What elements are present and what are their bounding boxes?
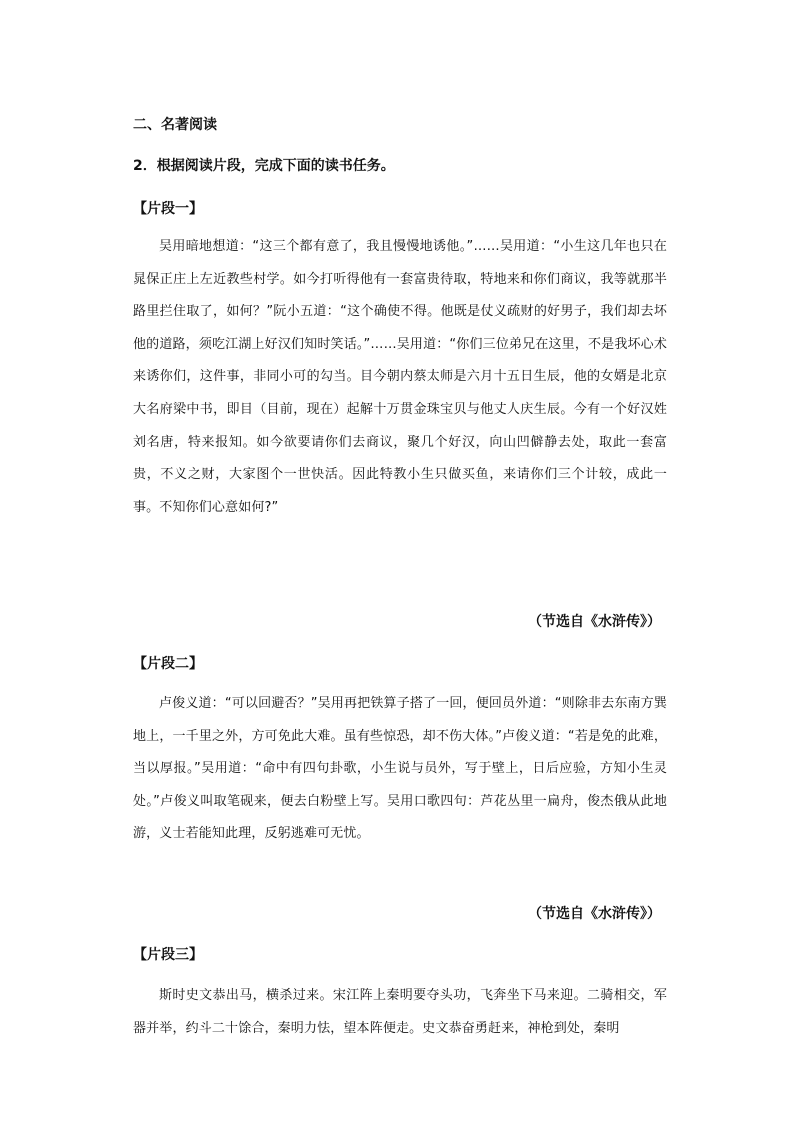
passage-2-source: （节选自《水浒传》）: [528, 906, 661, 922]
question-text: 2．根据阅读片段，完成下面的读书任务。: [133, 158, 395, 174]
section-title: 二、名著阅读: [133, 117, 217, 133]
passage-1-label: 【片段一】: [133, 201, 203, 217]
passage-3-label: 【片段三】: [133, 947, 203, 963]
passage-3-text: 斯时史文恭出马，横杀过来。宋江阵上秦明要夺头功，飞奔坐下马来迎。二骑相交，军器并举，约斗二十馀合，秦明力怯，望本阵便走。史文恭奋勇赶来，神枪到处，秦明: [133, 988, 667, 1036]
passage-2-label: 【片段二】: [133, 656, 203, 672]
passage-1-source: （节选自《水浒传》）: [528, 614, 661, 630]
passage-1-text: 吴用暗地想道：“这三个都有意了，我且慢慢地诱他。”……吴用道：“小生这几年也只在晁保正庄上左近教些村学。如今打听得他有一套富贵待取，特地来和你们商议，我等就那半路里拦住取了，如何？”阮小五道：“这个确使不得。他既是仗义疏财的好男子，我们却去坏他的道路，须吃江湖上好汉们知时笑话。”……吴用道：“你们三位弟兄在这里，不是我坏心术来诱你们，这件事，非同小可的勾当。目今朝内蔡太师是六月十五日生辰，他的女婿是北京大名府梁中书，即目（目前，现在）起解十万贯金珠宝贝与他丈人庆生辰。今有一个好汉姓刘名唐，特来报知。如今欲要请你们去商议，聚几个好汉，向山凹僻静去处，取此一套富贵，不义之财，大家图个一世快活。因此特教小生只做买鱼，来请你们三个计较，成此一事。不知你们心意如何?”: [133, 239, 667, 515]
passage-2-text: 卢俊义道：“可以回避否？”吴用再把铁算子搭了一回，便回员外道：“则除非去东南方巽地上，一千里之外，方可免此大难。虽有些惊恐，却不伤大体。”卢俊义道：“若是免的此难，当以厚报。”吴用道：“命中有四句卦歌，小生说与员外，写于壁上，日后应验，方知小生灵处。”卢俊义叫取笔砚来，便去白粉壁上写。吴用口歌四句：芦花丛里一扁舟，俊杰俄从此地游，义士若能知此理，反躬逃难可无忧。: [133, 696, 667, 842]
